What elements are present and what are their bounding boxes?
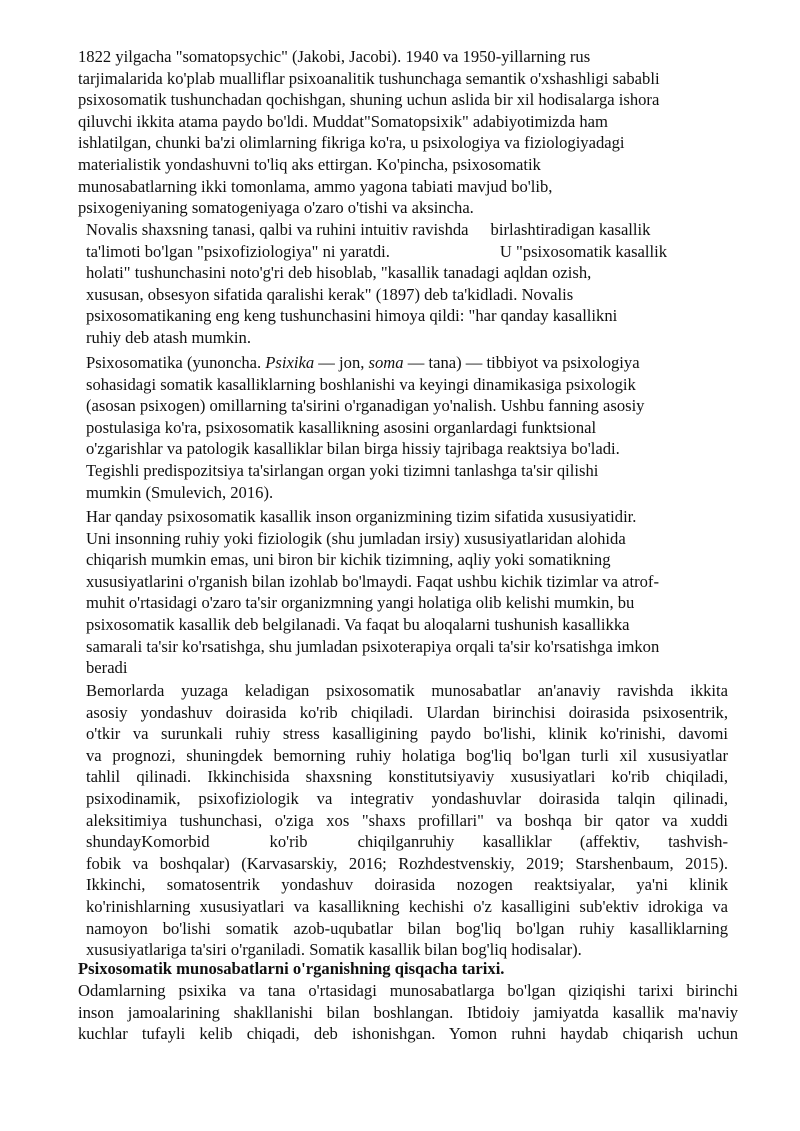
paragraph-somatopsychic xyxy=(78,46,748,219)
text-line: postulasiga ko'ra, psixosomatik kasallikning asosini organlardagi funktsional xyxy=(86,417,597,437)
text-line: holati" tushunchasini noto'g'ri deb hisoblab, "kasallik tanadagi aqldan ozish, xyxy=(86,263,592,283)
text-line xyxy=(86,219,746,241)
text-line: ishlatilgan, chunki ba'zi olimlarning fikriga ko'ra, u psixologiya va fiziologiyadagi xyxy=(78,133,625,153)
text-line: ruhiy deb atash mumkin. xyxy=(86,327,251,347)
text-line: beradi xyxy=(86,658,128,678)
text-line: Odamlarning psixika va tana o'rtasidagi munosabatlarga bo'lgan qiziqishi tarixi birinchi xyxy=(78,981,738,1000)
text-segment: Psixosomatika (yunoncha. xyxy=(86,353,266,372)
text-line: psixosomatikaning eng keng tushunchasini himoya qildi: "har qanday kasallikni xyxy=(86,306,618,326)
paragraph-psychosomatics-definition xyxy=(86,352,746,503)
text-line: inson jamoalarining shakllanishi bilan boshlangan. Ibtidoiy jamiyatda kasallik ma'naviy xyxy=(78,1002,738,1022)
text-line: asosiy yondashuv doirasida ko'rib chiqiladi. Ulardan birinchisi doirasida psixosentrik, xyxy=(86,702,728,722)
text-line: sohasidagi somatik kasalliklarning boshlanishi va keyingi dinamikasiga psixologik xyxy=(86,374,636,394)
text-segment: ko'rib xyxy=(269,832,308,852)
text-line: psixosomatik kasallik deb belgilanadi. Va faqat bu aloqalarni tushunish kasallikka xyxy=(86,614,630,634)
paragraph-history xyxy=(78,980,738,1045)
section-heading xyxy=(78,958,748,980)
text-line: psixosomatik tushunchadan qochishgan, shuning uchun aslida bir xil hodisalarga ishora xyxy=(78,90,660,110)
text-segment: Novalis shaxsning tanasi, qalbi va ruhini intuitiv ravishda xyxy=(86,220,469,239)
text-line: Uni insonning ruhiy yoki fiziologik (shu jumladan irsiy) xususiyatlaridan alohida xyxy=(86,528,626,548)
text-line: xususiyatlariga ta'siri o'rganiladi. Somatik kasallik bilan bog'liq hodisalar). xyxy=(86,940,582,960)
text-line: Ikkinchi, somatosentrik yondashuv doirasida nozogen reaktsiyalar, ya'ni klinik xyxy=(86,875,728,895)
text-line: (asosan psixogen) omillarning ta'sirini o'rganadigan yo'nalish. Ushbu fanning asosiy xyxy=(86,396,645,416)
text-segment: ta'limoti bo'lgan "psixofiziologiya" ni yaratdi. xyxy=(86,241,390,261)
text-line: ko'rinishlarning xususiyatlari va kasallikning kechishi o'z kasalligini sub'ektiv idrokiga va xyxy=(86,896,728,916)
paragraph-novalis xyxy=(86,219,746,349)
text-line: qiluvchi ikkita atama paydo bo'ldi. Muddat"Somatopsixik" adabiyotimizda ham xyxy=(78,111,608,131)
text-line: o'tkir va surunkali ruhiy stress kasalligining paydo bo'lishi, klinik ko'rinishi, davomi xyxy=(86,724,728,744)
text-line: chiqarish mumkin emas, uni biron bir kichik tizimning, aqliy yoki somatikning xyxy=(86,550,611,570)
italic-term: soma xyxy=(368,353,404,372)
text-segment: U "psixosomatik kasallik xyxy=(499,241,668,261)
text-line: Har qanday psixosomatik kasallik inson organizmining tizim sifatida xususiyatidir. xyxy=(86,507,637,526)
text-segment: birlashtiradigan kasallik xyxy=(490,220,651,239)
text-line: tarjimalarida ko'plab mualliflar psixoanalitik tushunchaga semantik o'xshashligi sababli xyxy=(78,68,660,88)
text-line: xususan, obsesyon sifatida qaralishi kerak" (1897) deb ta'kidladi. Novalis xyxy=(86,284,574,304)
text-line: materialistik yondashuvni to'liq aks ettirgan. Ko'pincha, psixosomatik xyxy=(78,154,541,174)
text-line: kuchlar tufayli kelib chiqadi, deb ishonishgan. Yomon ruhni haydab chiqarish uchun xyxy=(78,1024,738,1044)
heading-text: Psixosomatik munosabatlarni o'rganishning qisqacha tarixi. xyxy=(78,959,505,978)
text-line: aleksitimiya tushunchasi, o'ziga xos "shaxs profillari" va boshqa bir qator va xuddi xyxy=(86,810,728,830)
paragraph-system-property xyxy=(86,506,746,679)
text-line: munosabatlarning ikki tomonlama, ammo yagona tabiati mavjud bo'lib, xyxy=(78,176,553,196)
text-line: fobik va boshqalar) (Karvasarskiy, 2016; Rozhdestvenskiy, 2019; Starshenbaum, 2015). xyxy=(86,853,728,873)
text-line: 1822 yilgacha "somatopsychic" (Jakobi, Jacobi). 1940 va 1950-yillarning rus xyxy=(78,47,591,66)
text-line: Tegishli predispozitsiya ta'sirlangan organ yoki tizimni tanlashga ta'sir qilishi xyxy=(86,460,599,480)
text-line: xususiyatlarini o'rganish bilan izohlab bo'lmaydi. Faqat ushbu kichik tizimlar va atrof- xyxy=(86,571,659,591)
text-line: tahlil qilinadi. Ikkinchisida shaxsning konstitutsiyaviy xususiyatlari ko'rib chiqiladi, xyxy=(86,767,728,787)
text-line: namoyon bo'lishi somatik azob-uqubatlar bilan bog'liq bo'lgan ruhiy kasalliklarning xyxy=(86,918,728,938)
italic-term: Psixika xyxy=(265,353,315,372)
text-line xyxy=(86,831,728,853)
text-segment: chiqilganruhiy kasalliklar (affektiv, tashvish- xyxy=(357,832,728,852)
paragraph-approaches xyxy=(86,680,728,961)
text-line xyxy=(86,352,746,374)
text-segment: — tana) — tibbiyot va psixologiya xyxy=(403,353,640,372)
text-line: o'zgarishlar va patologik kasalliklar bilan birga hissiy tajribaga reaktsiya bo'ladi. xyxy=(86,439,620,459)
text-line: muhit o'rtasidagi o'zaro ta'sir organizmning yangi holatiga olib kelishi mumkin, bu xyxy=(86,593,635,613)
text-line: psixodinamik, psixofiziologik va integrativ yondashuvlar doirasida talqin qilinadi, xyxy=(86,788,728,808)
text-line: Bemorlarda yuzaga keladigan psixosomatik munosabatlar an'anaviy ravishda ikkita xyxy=(86,681,728,700)
text-line: psixogeniyaning somatogeniyaga o'zaro o'tishi va aksincha. xyxy=(78,198,474,218)
text-line: samarali ta'sir ko'rsatishga, shu jumladan psixoterapiya orqali ta'sir ko'rsatishga imkon xyxy=(86,636,660,656)
text-line: mumkin (Smulevich, 2016). xyxy=(86,482,274,502)
text-segment: — jon, xyxy=(314,353,369,372)
text-segment: shundayKomorbid xyxy=(86,832,210,852)
text-line: va prognozi, shuningdek bemorning ruhiy holatiga bog'liq bo'lgan turli xil xususiyatlar xyxy=(86,745,728,765)
text-line xyxy=(86,241,746,263)
